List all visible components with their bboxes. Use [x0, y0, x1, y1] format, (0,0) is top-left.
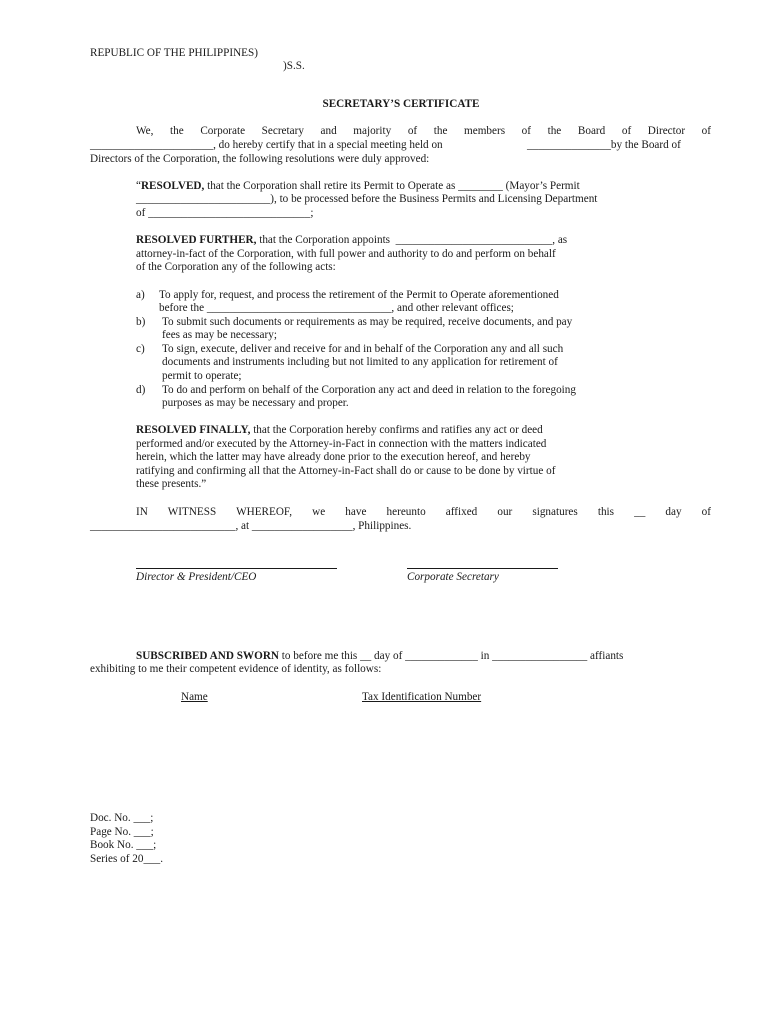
act-d-line-1: To do and perform on behalf of the Corporation any act and deed in relation to the foregoing — [162, 384, 576, 396]
intro-line-3: Directors of the Corporation, the following resolutions were duly approved: — [90, 153, 430, 165]
subscribed-line-1 — [136, 650, 623, 664]
notary-series: Series of 20___. — [90, 853, 164, 865]
page-title: SECRETARY’S CERTIFICATE — [322, 98, 480, 110]
act-a-line-2: before the _________________________________, and other relevant offices; — [159, 302, 514, 314]
act-b-letter: b) — [136, 316, 146, 328]
act-d-letter: d) — [136, 384, 146, 396]
subscribed-label: SUBSCRIBED AND SWORN — [136, 650, 279, 662]
table-header-tin: Tax Identification Number — [362, 691, 482, 703]
witness-line-2: __________________________, at __________________, Philippines. — [90, 520, 412, 532]
resolved-line-2: ________________________), to be processed before the Business Permits and Licensing Department — [136, 193, 598, 205]
intro-line-1: We, the Corporate Secretary and majority of the members of the Board of Director of — [136, 125, 711, 137]
notary-book-no: Book No. ___; — [90, 839, 157, 851]
act-c-line-1: To sign, execute, deliver and receive for and in behalf of the Corporation any and all such — [162, 343, 564, 355]
resolved-finally-line-5: these presents.” — [136, 478, 207, 490]
resolved-line-3: of _____________________________; — [136, 207, 314, 219]
resolved-finally-line-4: ratifying and confirming all that the Attorney-in-Fact shall do or cause to be done by virtue of — [136, 465, 556, 477]
act-a-line-1: To apply for, request, and process the retirement of the Permit to Operate aforementioned — [159, 289, 559, 301]
intro-line-2b: _______________by the Board of — [527, 139, 681, 151]
resolved-further-line-3: of the Corporation any of the following acts: — [136, 261, 336, 273]
resolved-finally-text-1: that the Corporation hereby confirms and ratifies any act or deed — [250, 424, 543, 436]
signatory-director: Director & President/CEO — [136, 571, 257, 583]
resolved-open-quote: “ — [136, 180, 141, 192]
resolved-further-line-1 — [136, 234, 567, 248]
subscribed-text-1: to before me this __ day of _____________ in _________________ affiants — [278, 650, 624, 662]
resolved-further-text-1: that the Corporation appoints ____________________________, as — [256, 234, 568, 246]
intro-line-2a: ______________________, do hereby certify that in a special meeting held on — [90, 139, 443, 151]
witness-line-1: IN WITNESS WHEREOF, we have hereunto affixed our signatures this __ day of — [136, 506, 711, 518]
resolved-finally-line-2: performed and/or executed by the Attorney-in-Fact in connection with the matters indicated — [136, 438, 547, 450]
resolved-further-line-2: attorney-in-fact of the Corporation, with full power and authority to do and perform on behalf — [136, 248, 556, 260]
resolved-line-1 — [136, 180, 580, 194]
signature-line-director — [136, 568, 337, 569]
ss-heading: )S.S. — [283, 60, 305, 72]
subscribed-line-2: exhibiting to me their competent evidence of identity, as follows: — [90, 663, 382, 675]
resolved-further-label: RESOLVED FURTHER, — [136, 234, 257, 246]
act-d-line-2: purposes as may be necessary and proper. — [162, 397, 349, 409]
act-c-letter: c) — [136, 343, 145, 355]
resolved-finally-line-3: herein, which the latter may have already done prior to the execution hereof, and hereby — [136, 451, 531, 463]
resolved-finally-label: RESOLVED FINALLY, — [136, 424, 251, 436]
act-c-line-3: permit to operate; — [162, 370, 242, 382]
table-header-name: Name — [181, 691, 208, 703]
act-b-line-1: To submit such documents or requirements as may be required, receive documents, and pay — [162, 316, 573, 328]
act-b-line-2: fees as may be necessary; — [162, 329, 277, 341]
resolved-finally-line-1 — [136, 424, 543, 438]
act-c-line-2: documents and instruments including but not limited to any application for retirement of — [162, 356, 558, 368]
signature-line-secretary — [407, 568, 558, 569]
notary-page-no: Page No. ___; — [90, 826, 154, 838]
republic-heading: REPUBLIC OF THE PHILIPPINES) — [90, 47, 258, 59]
act-a-letter: a) — [136, 289, 145, 301]
resolved-label: RESOLVED, — [140, 180, 205, 192]
resolved-text-1: that the Corporation shall retire its Permit to Operate as ________ (Mayor’s Permit — [204, 180, 580, 192]
signatory-secretary: Corporate Secretary — [407, 571, 499, 583]
notary-doc-no: Doc. No. ___; — [90, 812, 154, 824]
